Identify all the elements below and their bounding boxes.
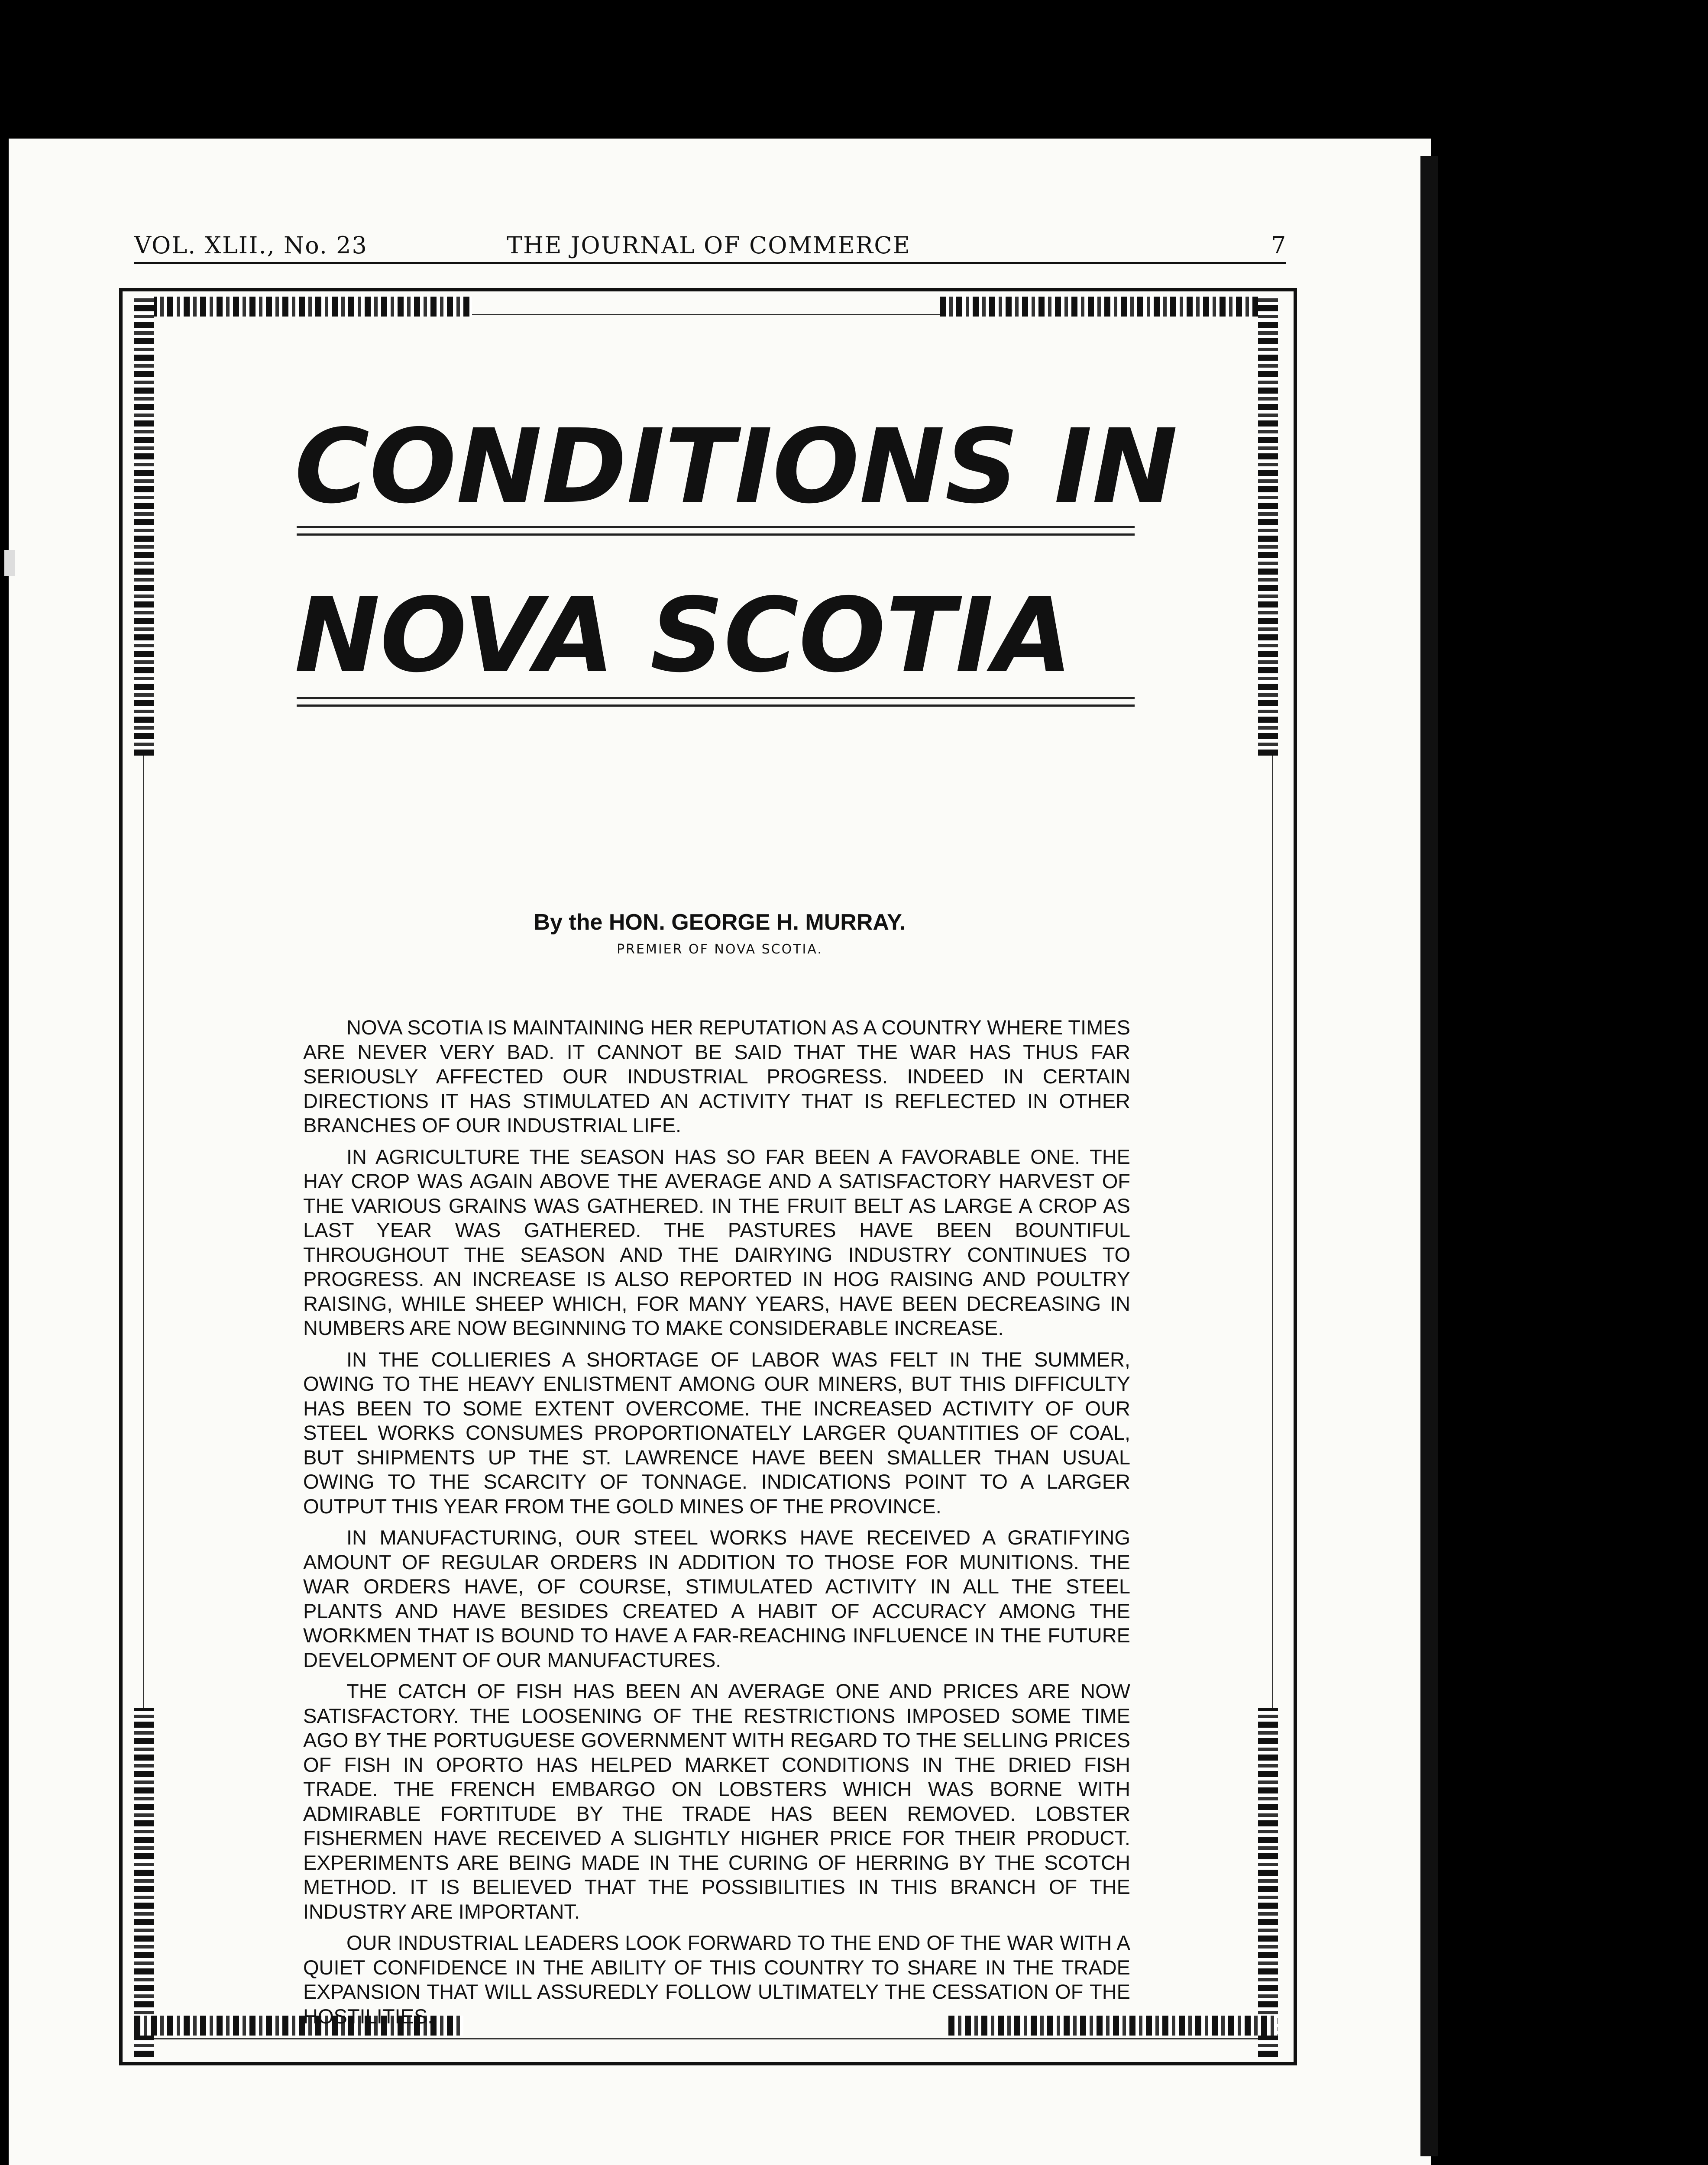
article-paragraph: IN THE COLLIERIES A SHORTAGE OF LABOR WAS FELT IN THE SUMMER, OWING TO THE HEAVY ENLISTMENT AMONG OUR MINERS, BUT THIS DIFFICULTY HAS BEEN TO SOME EXTENT OVERCOME. THE INCREASED ACTIVITY OF OUR STEEL WORKS CONSUMES PROPORTIONATELY LARGER QUANTITIES OF COAL, BUT SHIPMENTS UP THE ST. LAWRENCE HAVE BEEN SMALLER THAN USUAL OWING TO THE SCARCITY OF TONNAGE. INDICATIONS POINT TO A LARGER OUTPUT THIS YEAR FROM THE GOLD MINES OF THE PROVINCE.	[303, 1347, 1130, 1518]
article-paragraph: OUR INDUSTRIAL LEADERS LOOK FORWARD TO THE END OF THE WAR WITH A QUIET CONFIDENCE IN THE ABILITY OF THIS COUNTRY TO SHARE IN THE TRADE EXPANSION THAT WILL ASSUREDLY FOLLOW ULTIMATELY THE CESSATION OF THE HOSTILITIES.	[303, 1931, 1130, 2028]
author-byline: By the HON. GEORGE H. MURRAY.	[534, 910, 906, 935]
header-rule	[134, 262, 1286, 264]
headline-rule-2	[297, 697, 1135, 707]
article-paragraph: IN MANUFACTURING, OUR STEEL WORKS HAVE RECEIVED A GRATIFYING AMOUNT OF REGULAR ORDERS IN ADDITION TO THOSE FOR MUNITIONS. THE WAR ORDERS HAVE, OF COURSE, STIMULATED ACTIVITY IN ALL THE STEEL PLANTS AND HAVE BESIDES CREATED A HABIT OF ACCURACY AMONG THE WORKMEN THAT IS BOUND TO HAVE A FAR-REACHING INFLUENCE IN THE FUTURE DEVELOPMENT OF OUR MANUFACTURES.	[303, 1526, 1130, 1671]
border-ornament-top-right	[940, 297, 1278, 317]
border-ornament-top-left	[134, 297, 472, 317]
article-paragraph: IN AGRICULTURE THE SEASON HAS SO FAR BEEN A FAVORABLE ONE. THE HAY CROP WAS AGAIN ABOVE THE AVERAGE AND A SATISFACTORY HARVEST OF THE VARIOUS GRAINS WAS GATHERED. IN THE FRUIT BELT AS LARGE A CROP AS LAST YEAR WAS GATHERED. THE PASTURES HAVE BEEN BOUNTIFUL THROUGHOUT THE SEASON AND THE DAIRYING INDUSTRY CONTINUES TO PROGRESS. AN INCREASE IS ALSO REPORTED IN HOG RAISING AND POULTRY RAISING, WHILE SHEEP WHICH, FOR MANY YEARS, HAVE BEEN DECREASING IN NUMBERS ARE NOW BEGINNING TO MAKE CONSIDERABLE INCREASE.	[303, 1145, 1130, 1339]
article-body	[303, 1015, 1130, 2036]
border-ornament-right-top	[1258, 297, 1278, 756]
border-ornament-left-bottom	[134, 1708, 154, 2057]
author-title: PREMIER OF NOVA SCOTIA.	[617, 942, 823, 957]
border-ornament-left-top	[134, 297, 154, 756]
volume-number: VOL. XLII., No. 23	[134, 232, 368, 259]
border-ornament-right-bottom	[1258, 1708, 1278, 2057]
headline-rule-1	[297, 526, 1135, 536]
article-paragraph: NOVA SCOTIA IS MAINTAINING HER REPUTATION AS A COUNTRY WHERE TIMES ARE NEVER VERY BAD. IT CANNOT BE SAID THAT THE WAR HAS THUS FAR SERIOUSLY AFFECTED OUR INDUSTRIAL PROGRESS. INDEED IN CERTAIN DIRECTIONS IT HAS STIMULATED AN ACTIVITY THAT IS REFLECTED IN OTHER BRANCHES OF OUR INDUSTRIAL LIFE.	[303, 1016, 1130, 1137]
page-edge-shadow	[1420, 156, 1438, 2156]
page-number: 7	[1271, 232, 1287, 259]
newspaper-page	[9, 139, 1431, 2165]
headline-line-1: CONDITIONS IN	[294, 407, 1178, 526]
publication-title: THE JOURNAL OF COMMERCE	[507, 232, 911, 259]
film-speck	[4, 550, 15, 576]
headline-line-2: NOVA SCOTIA	[294, 576, 1073, 695]
article-paragraph: THE CATCH OF FISH HAS BEEN AN AVERAGE ONE AND PRICES ARE NOW SATISFACTORY. THE LOOSENING OF THE RESTRICTIONS IMPOSED SOME TIME AGO BY THE PORTUGUESE GOVERNMENT WITH REGARD TO THE SELLING PRICES OF FISH IN OPORTO HAS HELPED MARKET CONDITIONS IN THE DRIED FISH TRADE. THE FRENCH EMBARGO ON LOBSTERS WHICH WAS BORNE WITH ADMIRABLE FORTITUDE BY THE TRADE HAS BEEN REMOVED. LOBSTER FISHERMEN HAVE RECEIVED A SLIGHTLY HIGHER PRICE FOR THEIR PRODUCT. EXPERIMENTS ARE BEING MADE IN THE CURING OF HERRING BY THE SCOTCH METHOD. IT IS BELIEVED THAT THE POSSIBILITIES IN THIS BRANCH OF THE INDUSTRY ARE IMPORTANT.	[303, 1680, 1130, 1923]
